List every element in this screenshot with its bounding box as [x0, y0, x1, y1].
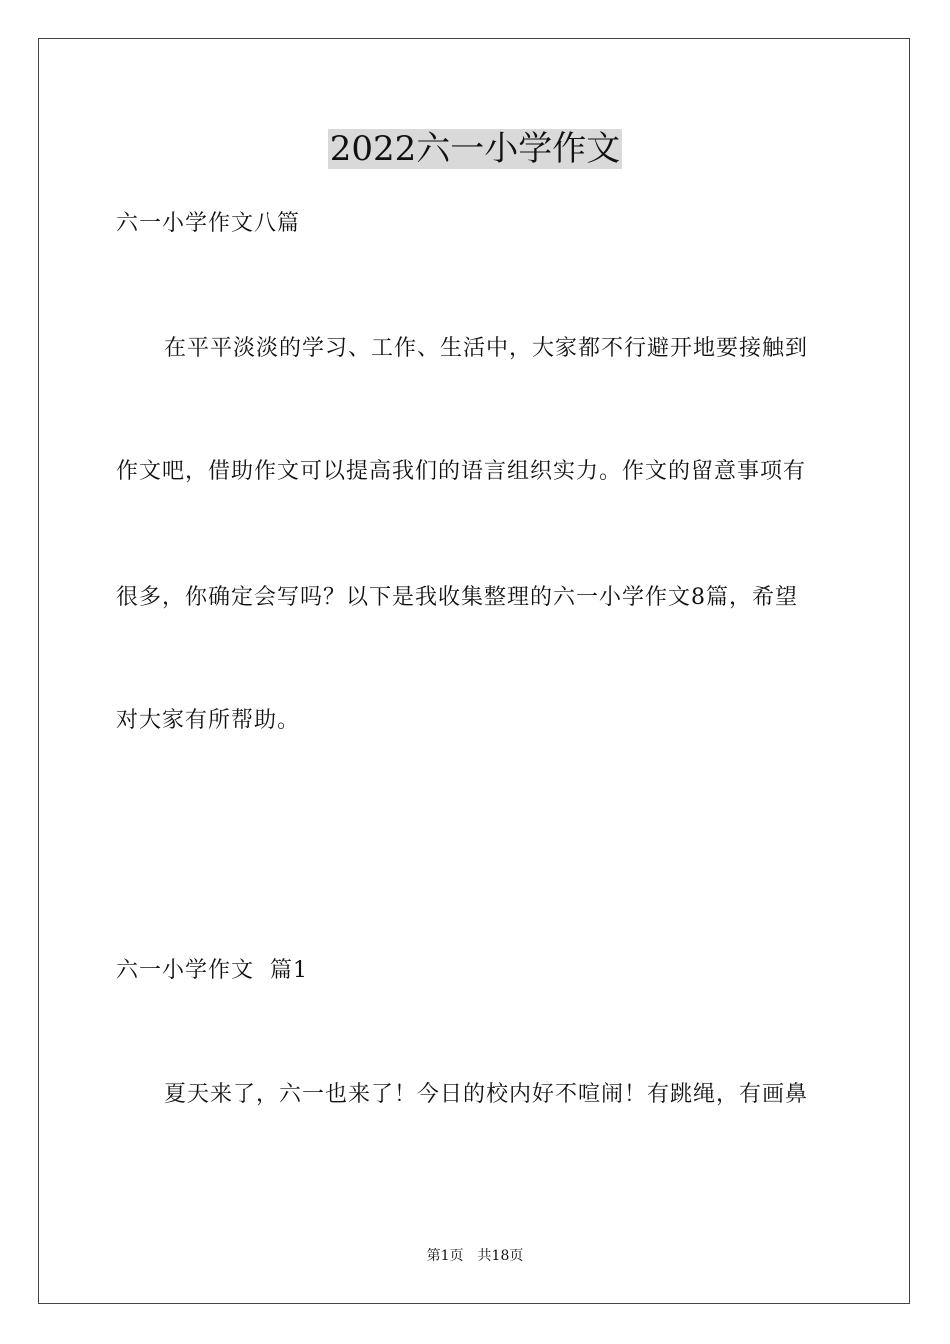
page-number: 第1页 [426, 1248, 464, 1264]
document-title-text: 2022六一小学作文 [329, 129, 621, 169]
section-heading: 六一小学作文 篇1 [116, 958, 308, 983]
section-line-1: 夏天来了，六一也来了！今日的校内好不喧闹！有跳绳，有画鼻 [164, 1082, 809, 1107]
document-subtitle: 六一小学作文八篇 [116, 211, 301, 236]
intro-line-2: 作文吧，借助作文可以提高我们的语言组织实力。作文的留意事项有 [116, 459, 807, 484]
page-total: 共18页 [477, 1248, 524, 1264]
page-footer [0, 1247, 950, 1265]
intro-line-4: 对大家有所帮助。 [116, 708, 301, 733]
intro-line-3: 很多，你确定会写吗？以下是我收集整理的六一小学作文8篇，希望 [116, 585, 798, 610]
document-title [0, 128, 950, 170]
intro-line-1: 在平平淡淡的学习、工作、生活中，大家都不行避开地要接触到 [164, 336, 809, 361]
